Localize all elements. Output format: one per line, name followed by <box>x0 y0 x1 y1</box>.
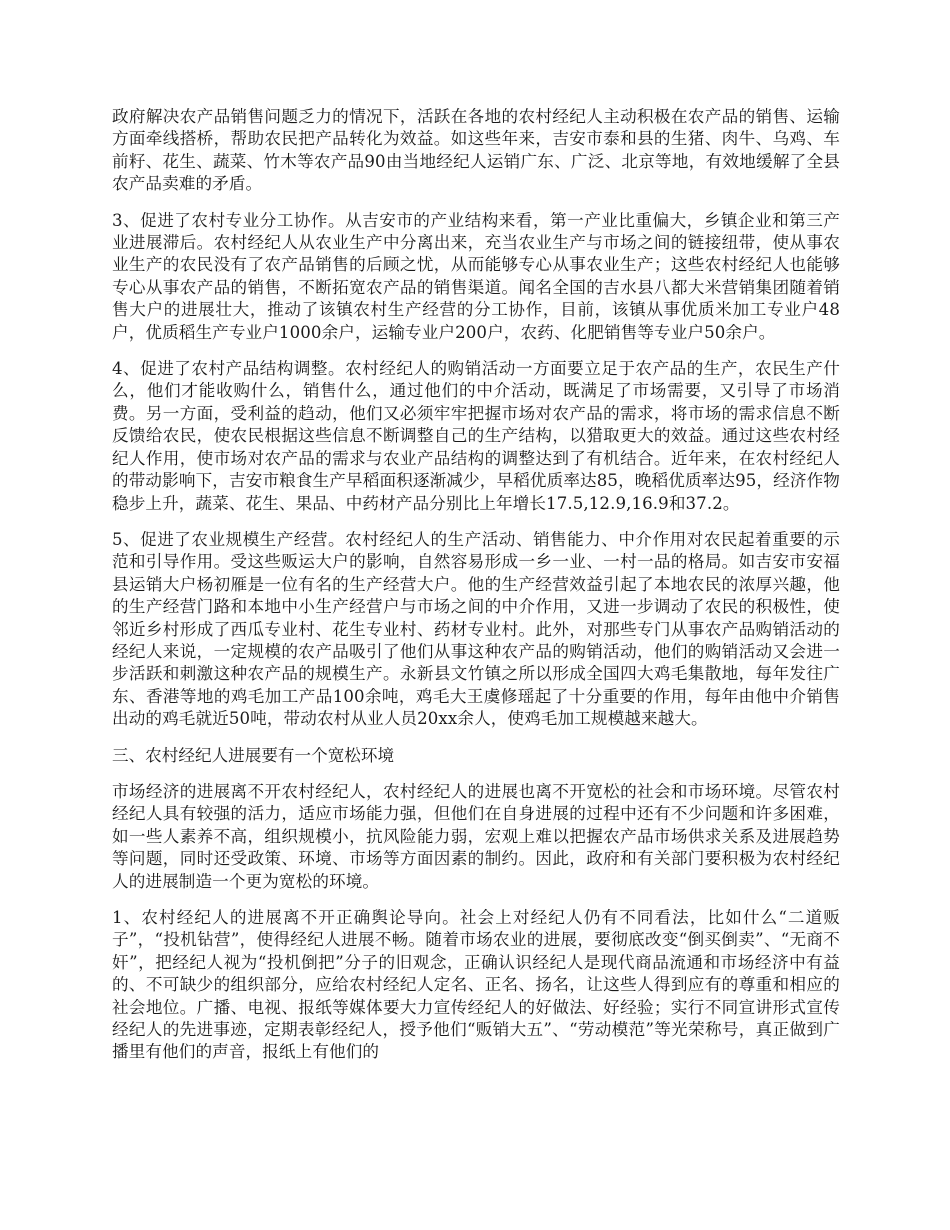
paragraph-point-5: 5、促进了农业规模生产经营。农村经纪人的生产活动、销售能力、中介作用对农民起着重要的示范和引导作用。受这些贩运大户的影响，自然容易形成一乡一业、一村一品的格局。如吉安市安福县运销大户杨初雁是一位有名的生产经营大户。他的生产经营效益引起了本地农民的浓厚兴趣，他的生产经营门路和本地中小生产经营户与市场之间的中介作用，又进一步调动了农民的积极性，使邻近乡村形成了西瓜专业村、花生专业村、药材专业村。此外，对那些专门从事农产品购销活动的经纪人来说，一定规模的农产品吸引了他们从事这种农产品的购销活动，他们的购销活动又会进一步活跃和刺激这种农产品的规模生产。永新县文竹镇之所以形成全国四大鸡毛集散地，每年发往广东、香港等地的鸡毛加工产品100余吨，鸡毛大王虞修瑶起了十分重要的作用，每年由他中介销售出动的鸡毛就近50吨，带动农村从业人员20xx余人，使鸡毛加工规模越来越大。 <box>112 529 840 729</box>
section-heading: 三、农村经纪人进展要有一个宽松环境 <box>112 745 395 765</box>
paragraph-point-3: 3、促进了农村专业分工协作。从吉安市的产业结构来看，第一产业比重偏大，乡镇企业和第三产业进展滞后。农村经纪人从农业生产中分离出来，充当农业生产与市场之间的链接纽带，使从事农业生产的农民没有了农产品销售的后顾之忧，从而能够专心从事农业生产；这些农村经纪人也能够专心从事农产品的销售，不断拓宽农产品的销售渠道。闻名全国的吉水县八都大米营销集团随着销售大户的进展壮大，推动了该镇农村生产经营的分工协作，目前，该镇从事优质米加工专业户48户，优质稻生产专业户1000余户，运输专业户200户，农药、化肥销售等专业户50余户。 <box>112 210 840 342</box>
paragraph-section-intro: 市场经济的进展离不开农村经纪人，农村经纪人的进展也离不开宽松的社会和市场环境。尽管农村经纪人具有较强的活力，适应市场能力强，但他们在自身进展的过程中还有不少问题和许多困难，如一些人素养不高，组织规模小，抗风险能力弱，宏观上难以把握农产品市场供求关系及进展趋势等问题，同时还受政策、环境、市场等方面因素的制约。因此，政府和有关部门要积极为农村经纪人的进展制造一个更为宽松的环境。 <box>112 781 840 891</box>
paragraph-intro: 政府解决农产品销售问题乏力的情况下，活跃在各地的农村经纪人主动积极在农产品的销售、运输方面牵线搭桥，帮助农民把产品转化为效益。如这些年来，吉安市泰和县的生猪、肉牛、乌鸡、车前籽、花生、蔬菜、竹木等农产品90由当地经纪人运销广东、广泛、北京等地，有效地缓解了全县农产品卖难的矛盾。 <box>112 107 840 194</box>
document-page <box>112 106 840 1078</box>
paragraph-point-1: 1、农村经纪人的进展离不开正确舆论导向。社会上对经纪人仍有不同看法，比如什么“二道贩子”，“投机钻营”，使得经纪人进展不畅。随着市场农业的进展，要彻底改变“倒买倒卖”、“无商不奸”，把经纪人视为“投机倒把”分子的旧观念，正确认识经纪人是现代商品流通和市场经济中有益的、不可缺少的组织部分，应给农村经纪人定名、正名、扬名，让这些人得到应有的尊重和相应的社会地位。广播、电视、报纸等媒体要大力宣传经纪人的好做法、好经验；实行不同宣讲形式宣传经纪人的先进事迹，定期表彰经纪人，授予他们“贩销大五”、“劳动模范”等光荣称号，真正做到广播里有他们的声音，报纸上有他们的 <box>112 908 840 1062</box>
paragraph-point-4: 4、促进了农村产品结构调整。农村经纪人的购销活动一方面要立足于农产品的生产，农民生产什么，他们才能收购什么，销售什么，通过他们的中介活动，既满足了市场需要，又引导了市场消费。另一方面，受利益的趋动，他们又必须牢牢把握市场对农产品的需求，将市场的需求信息不断反馈给农民，使农民根据这些信息不断调整自己的生产结构，以猎取更大的效益。通过这些农村经纪人作用，使市场对农产品的需求与农业产品结构的调整达到了有机结合。近年来，在农村经纪人的带动影响下，吉安市粮食生产早稻面积逐渐减少，早稻优质率达85，晚稻优质率达95，经济作物稳步上升，蔬菜、花生、果品、中药材产品分别比上年增长17.5,12.9,16.9和37.2。 <box>112 359 840 513</box>
